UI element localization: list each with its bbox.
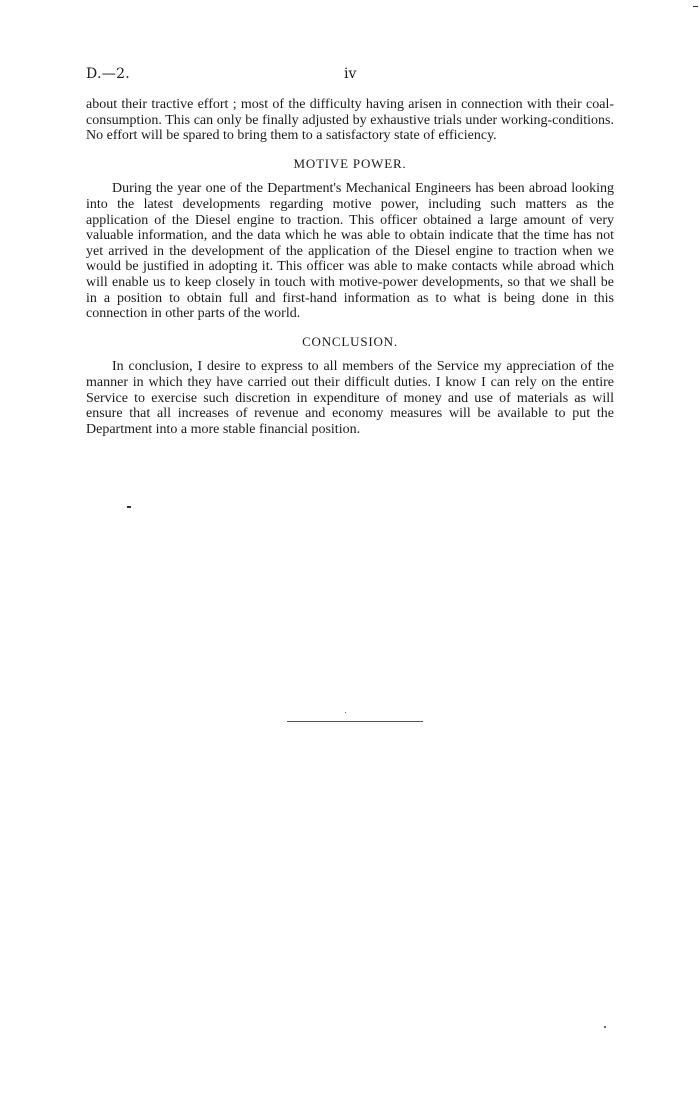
corner-print-mark <box>693 6 698 7</box>
conclusion-heading: CONCLUSION. <box>302 333 398 349</box>
motive-power-heading: MOTIVE POWER. <box>293 155 407 171</box>
conclusion-paragraph: In conclusion, I desire to express to all members of the Service my appreciation of the manner in which they have carried out their difficult duties. I know I can rely on the entire Service to exercise such discretion in expenditure of money and use of materials as will ensure that all increases of revenue and economy measures will be available to put the Department into a more stable financial position. <box>86 359 614 437</box>
print-speck <box>604 1026 606 1028</box>
stray-print-mark <box>127 506 131 508</box>
motive-power-paragraph: During the year one of the Department's Mechanical Engineers has been abroad looking into the latest developments regarding motive power, including such matters as the application of the Diesel engine to traction. This officer obtained a large amount of very valuable information, and the data which he was able to obtain indicate that the time has not yet arrived in the development of the application of the Diesel engine to traction when we would be justified in adopting it. This officer was able to make contacts while abroad which will enable us to keep closely in touch with motive-power developments, so that we shall be in a position to obtain full and first-hand information as to what is being done in this connection in other parts of the world. <box>86 181 614 322</box>
page-number: iv <box>344 66 357 82</box>
opening-paragraph: about their tractive effort ; most of the difficulty having arisen in connection with their coal-consumption. This can only be finally adjusted by exhaustive trials under working-conditions. No effort will be spared to bring them to a satisfactory state of efficiency. <box>86 97 614 144</box>
running-head <box>86 66 616 84</box>
document-reference: D.—2. <box>86 66 131 82</box>
closing-rule <box>287 721 423 722</box>
body-text <box>86 97 614 437</box>
print-speck <box>345 712 346 713</box>
